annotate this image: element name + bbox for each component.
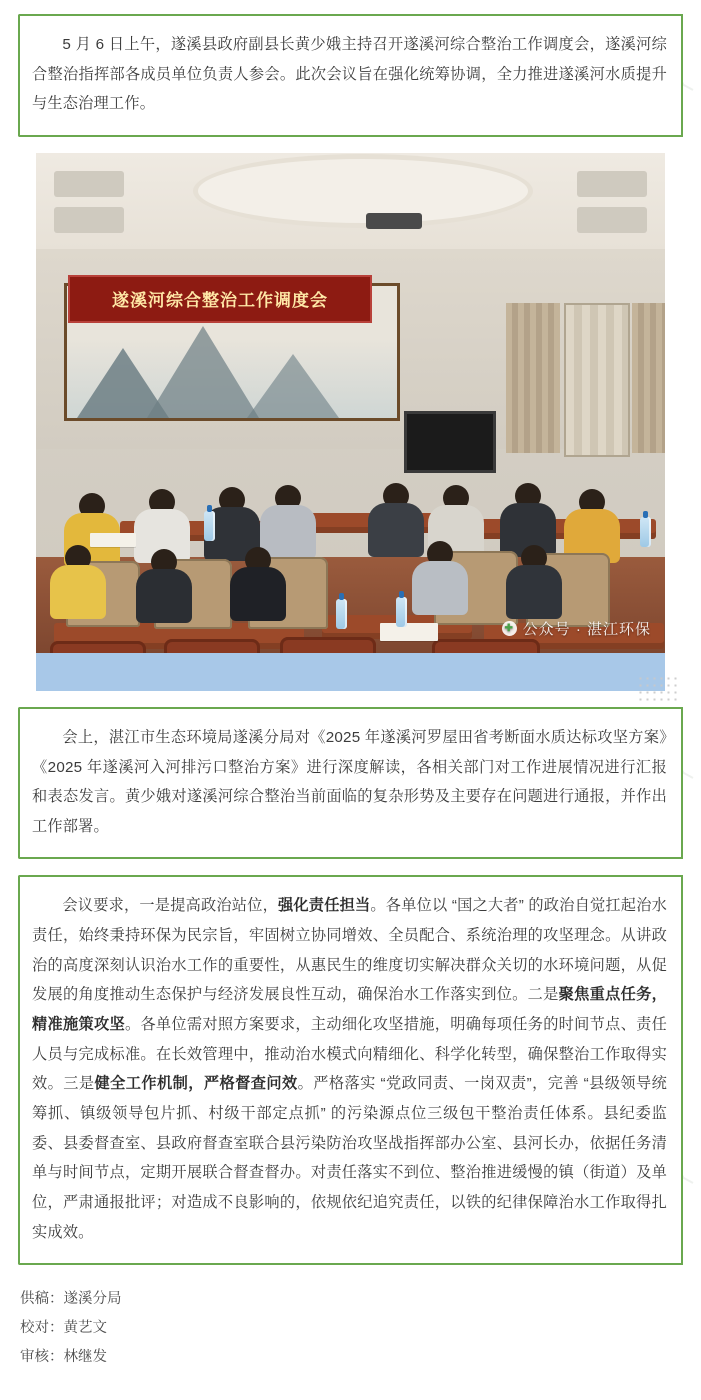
photo-watermark [502,618,651,639]
photo-tv-screen [404,411,496,473]
photo-chair [432,639,540,653]
photo-chair [280,637,376,653]
photo-attendee-body [368,503,424,557]
photo-water-bottle [204,511,215,541]
photo-water-bottle [336,599,347,629]
photo-bottom-strip [36,653,665,691]
photo-curtain [506,303,560,453]
paragraph-3-bold-3: 健全工作机制，严格督查问效 [94,1075,298,1093]
paragraph-3-text [32,891,667,1247]
paragraph-3-bold-1: 强化责任担当 [278,897,371,915]
paragraph-3-seg-7: 。严格落实 “党政同责、一岗双责”，完善 “县级领导统筹抓、镇级领导包片抓、村级干部定点抓” 的污染源点位三级包干整治责任体系。县纪委监委、县委督查室、县政府督查室联合县污染防治攻坚战指挥部办公室、县河长办，依据任务清单与时间节点，定期开展联合督查督办。对责任落实不到位、整治推进缓慢的镇（街道）及单位，严肃通报批评；对造成不良影响的，依规依纪追究责任，以铁的纪律保障治水工作取得扎实成效。 [32,1075,667,1241]
photo-chair [50,641,146,653]
photo-ceiling-panel [54,207,124,233]
footer-credits [18,1281,683,1390]
paragraph-block-2 [18,707,683,860]
photo-attendee-body [50,565,106,619]
photo-ceiling [36,153,665,249]
footer-line-proofreader: 校对：黄艺文 [20,1320,107,1337]
photo-ceiling-panel [577,207,647,233]
photo-window [564,303,630,457]
photo-water-bottle [396,597,407,627]
paragraph-3-seg-3: 。各单位以 “国之大者” 的政治自觉扛起治水责任，始终秉持环保为民宗旨，牢固树立协同增效、全员配合、系统治理的攻坚理念。从讲政治的高度深刻认识治水工作的重要性，从惠民生的维度切实解决群众关切的水环境问题，从促发展的角度推动生态保护与经济发展良性互动，确保治水工作落实到位。二是 [32,897,667,1004]
photo-document [380,623,438,641]
photo-ceiling-projector [366,213,422,229]
photo-water-bottle [640,517,651,547]
photo-watermark-text: 公众号 · 湛江环保 [522,620,651,638]
photo-attendee-body [230,567,286,621]
photo-document [90,533,136,547]
photo-attendee-body [260,505,316,559]
paragraph-3-bold-2: 聚焦重点任务，精准施策攻坚 [32,986,667,1034]
photo-attendee-body [136,569,192,623]
photo-ceiling-oval [198,159,528,223]
paragraph-block-3 [18,875,683,1265]
meeting-photo-figure [18,153,683,691]
photo-attendee-body [412,561,468,615]
paragraph-block-1 [18,14,683,137]
paragraph-1-text: 5 月 6 日上午，遂溪县政府副县长黄少娥主持召开遂溪河综合整治工作调度会，遂溪河综合整治指挥部各成员单位负责人参会。此次会议旨在强化统筹协调，全力推进遂溪河水质提升与生态治理工作。 [32,36,667,113]
photo-chair [164,639,260,653]
photo-attendee-body [506,565,562,619]
decorative-dots [637,675,681,705]
watermark-badge-icon: ✚ [502,621,517,636]
paragraph-3-seg-5: 。各单位需对照方案要求，主动细化攻坚措施，明确每项任务的时间节点、责任人员与完成标准。在长效管理中，推动治水模式向精细化、科学化转型，确保整治工作取得实效。三是 [32,1016,668,1093]
photo-banner-text: 遂溪河综合整治工作调度会 [112,291,328,311]
photo-ceiling-panel [54,171,124,197]
photo-ceiling-panel [577,171,647,197]
photo-banner [68,275,372,323]
photo-mural-mountain [247,354,339,418]
meeting-photo [36,153,665,653]
footer-line-reviewer: 审核：林继发 [20,1349,107,1366]
photo-curtain [632,303,665,453]
paragraph-2-text: 会上，湛江市生态环境局遂溪分局对《2025 年遂溪河罗屋田省考断面水质达标攻坚方案》《2025 年遂溪河入河排污口整治方案》进行深度解读，各相关部门对工作进展情况进行汇报和表态发言。黄少娥对遂溪河综合整治当前面临的复杂形势及主要存在问题进行通报，并作出工作部署。 [32,728,667,835]
paragraph-3-seg-1: 会议要求，一是提高政治站位， [62,897,278,915]
footer-line-contributor: 供稿：遂溪分局 [20,1291,122,1308]
photo-mural-mountain [147,326,259,418]
